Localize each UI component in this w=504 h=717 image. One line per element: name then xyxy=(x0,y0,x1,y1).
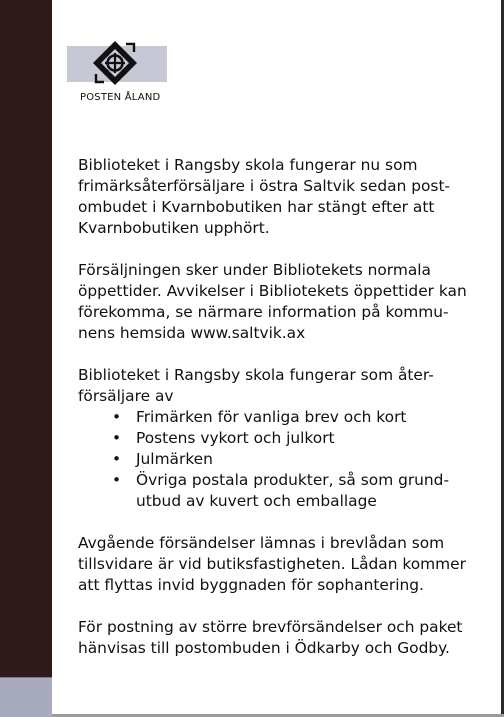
list-item-text: Julmärken xyxy=(136,450,213,468)
paragraph-gap xyxy=(78,512,473,533)
list-item-text: Övriga postala produkter, så som grund- xyxy=(136,471,450,489)
bullet-icon: • xyxy=(112,450,122,468)
list-item-text: Postens vykort och julkort xyxy=(136,429,335,447)
list-item xyxy=(78,491,473,512)
paragraph-3 xyxy=(78,365,473,512)
paragraph-line: Försäljningen sker under Bibliotekets normala xyxy=(78,261,431,279)
paragraph-line: Kvarnbobutiken upphört. xyxy=(78,219,270,237)
paragraph-line: öppettider. Avvikelser i Bibliotekets öppettider kan xyxy=(78,282,467,300)
paragraph-line: försäljare av xyxy=(78,387,174,405)
paragraph-line: Biblioteket i Rangsby skola fungerar som åter- xyxy=(78,366,434,384)
list-item-text: utbud av kuvert och emballage xyxy=(136,492,377,510)
list-item xyxy=(78,407,473,428)
paragraph-line: hänvisas till postombuden i Ödkarby och Godby. xyxy=(78,639,450,657)
logo-wordmark: POSTEN ÅLAND xyxy=(80,92,161,103)
paragraph-line: Biblioteket i Rangsby skola fungerar nu som xyxy=(78,156,418,174)
list-item-text: Frimärken för vanliga brev och kort xyxy=(136,408,407,426)
paragraph-gap xyxy=(78,239,473,260)
list-item xyxy=(78,449,473,470)
bullet-icon: • xyxy=(112,429,122,447)
paragraph-2 xyxy=(78,260,473,344)
paragraph-line: tillsvidare är vid butiksfastigheten. Lådan kommer xyxy=(78,555,466,573)
paragraph-line: För postning av större brevförsändelser och paket xyxy=(78,618,463,636)
paragraph-line: nens hemsida www.saltvik.ax xyxy=(78,324,306,342)
paragraph-line: förekomma, se närmare information på kommu- xyxy=(78,303,449,321)
paragraph-gap xyxy=(78,344,473,365)
paragraph-line: att flyttas invid byggnaden för sophantering. xyxy=(78,576,424,594)
left-decorative-band xyxy=(0,0,52,677)
paragraph-line: Avgående försändelser lämnas i brevlådan som xyxy=(78,534,445,552)
document-body xyxy=(78,155,473,659)
bullet-icon: • xyxy=(112,471,122,489)
posten-aland-logo-icon xyxy=(90,38,140,88)
paragraph-1 xyxy=(78,155,473,239)
paragraph-4 xyxy=(78,533,473,596)
paragraph-line: ombudet i Kvarnbobutiken har stängt efter att xyxy=(78,198,435,216)
paragraph-gap xyxy=(78,596,473,617)
paragraph-line: frimärksåterförsäljare i östra Saltvik sedan post- xyxy=(78,177,451,195)
bullet-list xyxy=(78,407,473,512)
bullet-icon: • xyxy=(112,408,122,426)
left-band-footer-block xyxy=(0,677,52,717)
list-item xyxy=(78,470,473,491)
list-item xyxy=(78,428,473,449)
paragraph-5 xyxy=(78,617,473,659)
